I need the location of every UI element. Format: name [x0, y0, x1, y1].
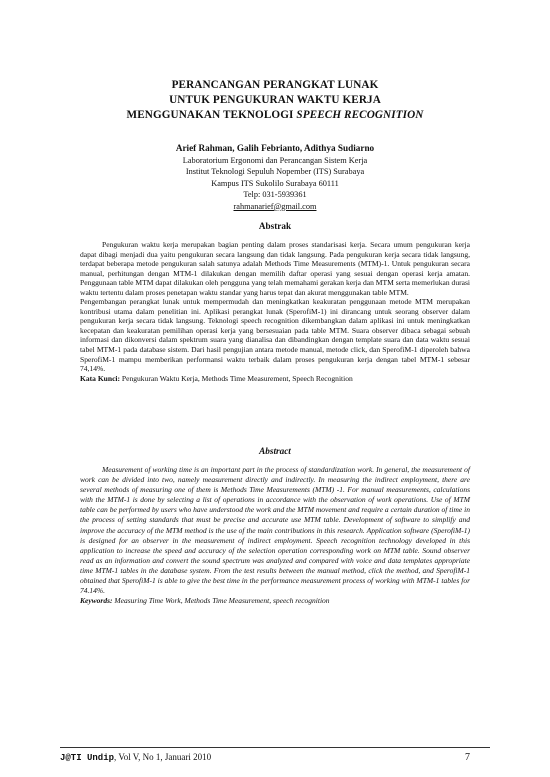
abstrak-heading: Abstrak	[258, 221, 292, 231]
affiliation-institute: Institut Teknologi Sepuluh Nopember (ITS) Surabaya	[185, 167, 365, 177]
title-line-3-italic: SPEECH RECOGNITION	[296, 109, 424, 121]
abstrak-paragraph-1: Pengukuran waktu kerja merupakan bagian penting dalam proses standarisasi kerja. Secara umum pengukuran kerja dapat dibagi menjadi dua yaitu pengukuran secara langsung dan tidak langsung. Pada pengukuran kerja secara tidak langsung, terdapat beberapa metode pengukuran salah satunya adalah Methods Time Measurements (MTM)-1. Untuk pengukuran secara manual, perhitungan dengan MTM-1 dilakukan dengan memilih daftar operasi yang sesuai dengan operasi kerja amatan. Penggunaan table MTM dapat dilakukan oleh pengguna yang telah memahami gerakan kerja dan MTM serta memerlukan durasi waktu tertentu dalam proses penetapan waktu standar yang harus tepat dan akurat menggunakan table MTM.	[80, 240, 470, 297]
affiliation-block	[60, 155, 490, 212]
title-line-2: UNTUK PENGUKURAN WAKTU KERJA	[169, 94, 381, 106]
title-line-3-prefix: MENGGUNAKAN TEKNOLOGI	[126, 109, 297, 121]
abstract-keywords	[80, 596, 470, 606]
affiliation-campus: Kampus ITS Sukolilo Surabaya 60111	[211, 178, 339, 188]
footer-divider	[60, 747, 490, 748]
abstract-heading: Abstract	[259, 446, 291, 456]
affiliation-phone: Telp: 031-5939361	[243, 190, 307, 200]
abstrak-paragraph-2: Pengembangan perangkat lunak untuk mempermudah dan meningkatkan keakuratan penggunaan metode MTM merupakan kontribusi utama dalam penelitian ini. Aplikasi perangkat lunak (SperofiM-1) ini dirancang untuk seorang observer dalam pengukuran kerja secara tidak langsung. Teknologi speech recognition dikembangkan dalam aplikasi ini untuk meningkatkan kecepatan dan keakuratan pemilihan operasi kerja yang bersesuaian pada table MTM. Suara observer dibaca sebagai sebuah informasi dan dikonversi dalam spektrum suara yang dianalisa dan dibandingkan dengan template suara dan data waktu sesuai tabel MTM-1 pada database sistem. Dari hasil pengujian antara metode manual, metode click, dan SperofiM-1 diperoleh bahwa SperofiM-1 mampu memberikan performansi waktu terbaik dalam proses pengukuran kerja dengan tabel MTM-1 sebesar 74,14%.	[80, 297, 470, 374]
paper-title	[60, 78, 490, 123]
abstrak-keywords	[80, 374, 470, 384]
author-list: Arief Rahman, Galih Febrianto, Adithya Sudiarno	[175, 143, 375, 153]
page-number: 7	[465, 752, 470, 763]
author-email-link[interactable]: rahmanarief@gmail.com	[233, 201, 317, 211]
abstrak-keywords-label: Kata Kunci:	[80, 373, 121, 383]
footer-issue: , Vol V, No 1, Januari 2010	[114, 752, 212, 762]
title-line-3	[60, 108, 490, 123]
abstract-keywords-label: Keywords:	[80, 596, 113, 606]
abstrak-keywords-text: Pengukuran Waktu Kerja, Methods Time Measurement, Speech Recognition	[120, 373, 353, 383]
affiliation-lab: Laboratorium Ergonomi dan Perancangan Sistem Kerja	[182, 156, 368, 165]
abstract-keywords-text: Measuring Time Work, Methods Time Measurement, speech recognition	[112, 596, 330, 606]
title-line-1: PERANCANGAN PERANGKAT LUNAK	[171, 79, 379, 91]
abstrak-body	[80, 240, 470, 383]
abstract-paragraph: Measurement of working time is an important part in the process of standardization work. In general, the measurement of work can be divided into two, namely measurement directly and indirectly. In measuring the indirect employment, there are several methods of measuring one of them is Methods Time Measurements (MTM) -1. For manual measurements, calculations with the MTM-1 is done by selecting a list of operations in accordance with the observation of work operations. Use of MTM table can be performed by users who have understood the work and the MTM movement and require a certain duration of time in the process of setting standards that must be precise and accurate use MTM table. Development of software to simplify and improve the accuracy of the MTM method is the use of the main contributions in this research. Application software (SperofiM-1) is designed for an observer in the measurement of indirect employment. Speech recognition technology developed in this application to increase the speed and accuracy of the selection operation corresponding work on MTM table. Sound observer read as an information and convert the sound spectrum was analyzed and compared with voice and data templates appropriate time MTM-1 tables in the database system. From the test results between the manual method, click the method, and SperofiM-1 obtained that SperofiM-1 is able to give the best time in the performance measurement process of working with MTM-1 tables for 74.14%.	[80, 465, 470, 596]
footer-journal-name: J@TI Undip	[60, 753, 115, 763]
footer-journal-info	[60, 752, 211, 763]
abstract-body	[80, 465, 470, 606]
